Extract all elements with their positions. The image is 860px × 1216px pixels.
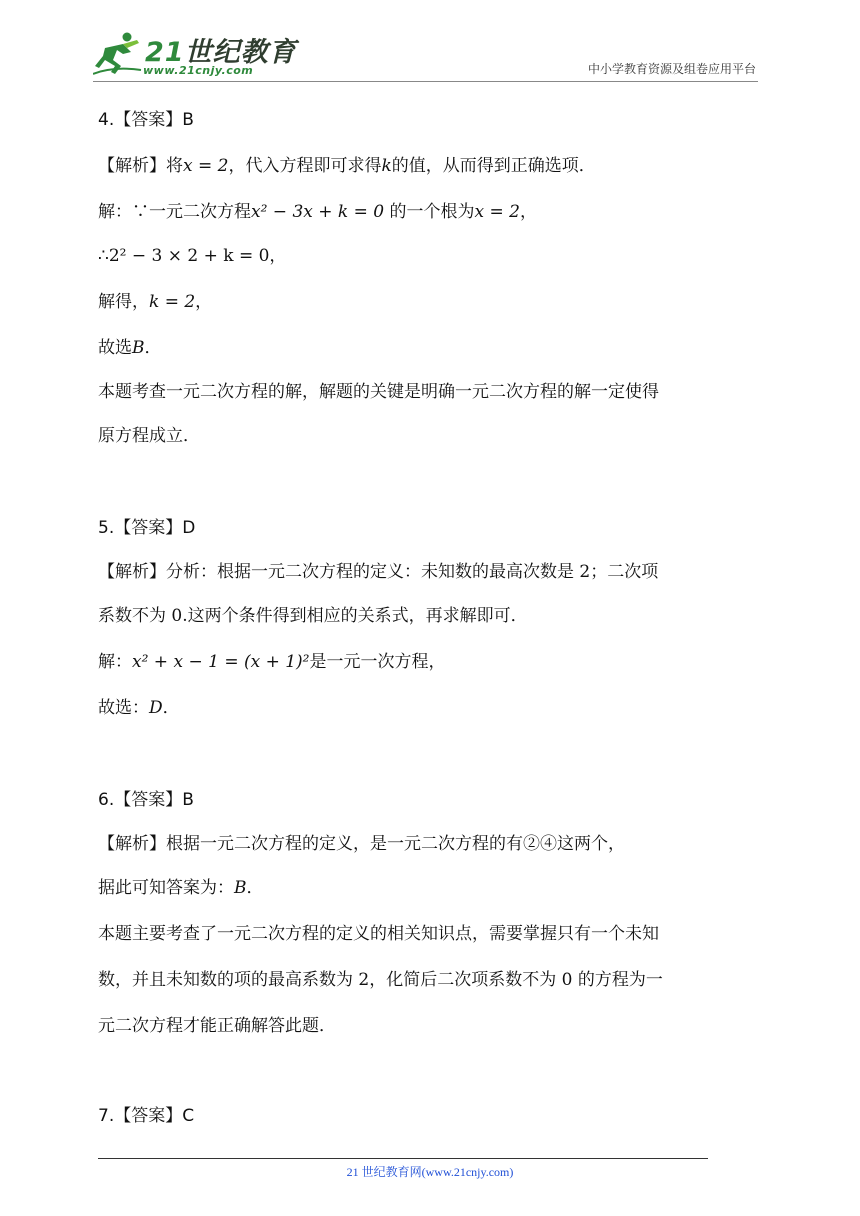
q4-solution-line-2: ∴2² − 3 × 2 + k = 0， [98, 246, 287, 266]
logo-url: www.21cnjy.com [143, 64, 254, 77]
q4-solution-line-3: 解得，k = 2， [98, 292, 213, 312]
q5-solution-line-2: 故选：D． [98, 698, 180, 718]
q5-answer: 5.【答案】D [98, 518, 196, 538]
q6-answer: 6.【答案】B [98, 790, 194, 810]
page-header [0, 0, 860, 90]
q6-analysis-line-2: 据此可知答案为：B． [98, 878, 264, 898]
q4-analysis: 【解析】将x = 2，代入方程即可求得k的值，从而得到正确选项． [98, 156, 596, 176]
q4-note-line-2: 原方程成立． [98, 426, 200, 446]
q5-analysis-line-1: 【解析】分析：根据一元二次方程的定义：未知数的最高次数是 2；二次项 [98, 562, 659, 582]
q4-note-line-1: 本题考查一元二次方程的解，解题的关键是明确一元二次方程的解一定使得 [98, 382, 659, 402]
runner-logo-icon [93, 30, 143, 78]
q5-solution-line-1: 解：x² + x − 1 = (x + 1)²是一元一次方程， [98, 652, 446, 672]
q6-note-line-2: 数，并且未知数的项的最高系数为 2，化简后二次项系数不为 0 的方程为一 [98, 970, 663, 990]
site-logo [93, 30, 297, 80]
q7-answer: 7.【答案】C [98, 1106, 195, 1126]
q4-solution-line-4: 故选B． [98, 338, 162, 358]
logo-title: 21世纪教育 [145, 37, 297, 68]
q5-analysis-line-2: 系数不为 0.这两个条件得到相应的关系式，再求解即可． [98, 606, 528, 626]
q6-analysis-line-1: 【解析】根据一元二次方程的定义，是一元二次方程的有②④这两个， [98, 834, 625, 854]
q4-answer: 4.【答案】B [98, 110, 194, 130]
q6-note-line-3: 元二次方程才能正确解答此题． [98, 1016, 336, 1036]
header-divider [93, 81, 758, 82]
header-tagline: 中小学教育资源及组卷应用平台 [587, 62, 756, 76]
footer-divider [98, 1158, 708, 1159]
q6-note-line-1: 本题主要考查了一元二次方程的定义的相关知识点，需要掌握只有一个未知 [98, 924, 659, 944]
footer-text[interactable]: 21 世纪教育网(www.21cnjy.com) [346, 1165, 514, 1179]
q4-solution-line-1: 解：∵一元二次方程x² − 3x + k = 0 的一个根为x = 2， [98, 202, 537, 222]
